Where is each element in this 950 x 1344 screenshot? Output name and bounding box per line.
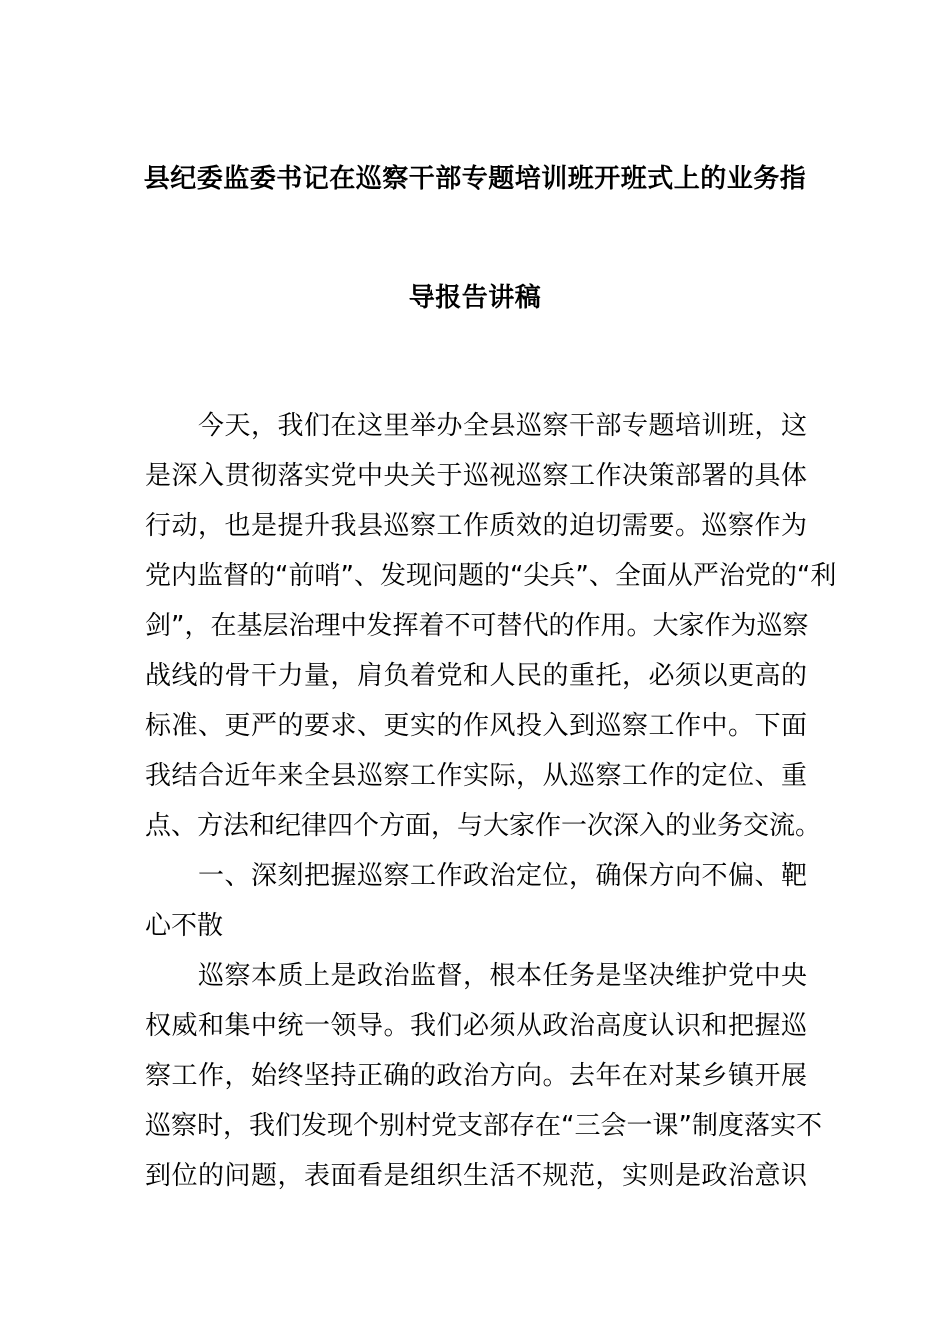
body-line: 我结合近年来全县巡察工作实际，从巡察工作的定位、重 bbox=[145, 761, 807, 791]
body-line: 今天，我们在这里举办全县巡察干部专题培训班，这 bbox=[145, 411, 807, 441]
document-body bbox=[145, 401, 837, 1201]
body-line: 标准、更严的要求、更实的作风投入到巡察工作中。下面 bbox=[145, 711, 807, 741]
section-heading-line: 一、深刻把握巡察工作政治定位，确保方向不偏、靶 bbox=[145, 861, 807, 891]
body-line: 党内监督的“前哨”、发现问题的“尖兵”、全面从严治党的“利 bbox=[145, 561, 837, 591]
body-line: 权威和集中统一领导。我们必须从政治高度认识和把握巡 bbox=[145, 1011, 807, 1041]
body-line: 察工作，始终坚持正确的政治方向。去年在对某乡镇开展 bbox=[145, 1061, 807, 1091]
body-line: 是深入贯彻落实党中央关于巡视巡察工作决策部署的具体 bbox=[145, 461, 807, 491]
body-line: 到位的问题，表面看是组织生活不规范，实则是政治意识 bbox=[145, 1161, 807, 1191]
section-heading-line: 心不散 bbox=[145, 911, 224, 941]
document-title-line-2: 导报告讲稿 bbox=[408, 283, 542, 313]
body-line: 点、方法和纪律四个方面，与大家作一次深入的业务交流。 bbox=[145, 811, 822, 841]
body-line: 巡察时，我们发现个别村党支部存在“三会一课”制度落实不 bbox=[145, 1111, 822, 1141]
document-title-line-1: 县纪委监委书记在巡察干部专题培训班开班式上的业务指 bbox=[143, 164, 807, 194]
body-line: 行动，也是提升我县巡察工作质效的迫切需要。巡察作为 bbox=[145, 511, 807, 541]
body-line: 战线的骨干力量，肩负着党和人民的重托，必须以更高的 bbox=[145, 661, 807, 691]
body-line: 巡察本质上是政治监督，根本任务是坚决维护党中央 bbox=[145, 961, 807, 991]
body-line: 剑”，在基层治理中发挥着不可替代的作用。大家作为巡察 bbox=[145, 611, 809, 641]
